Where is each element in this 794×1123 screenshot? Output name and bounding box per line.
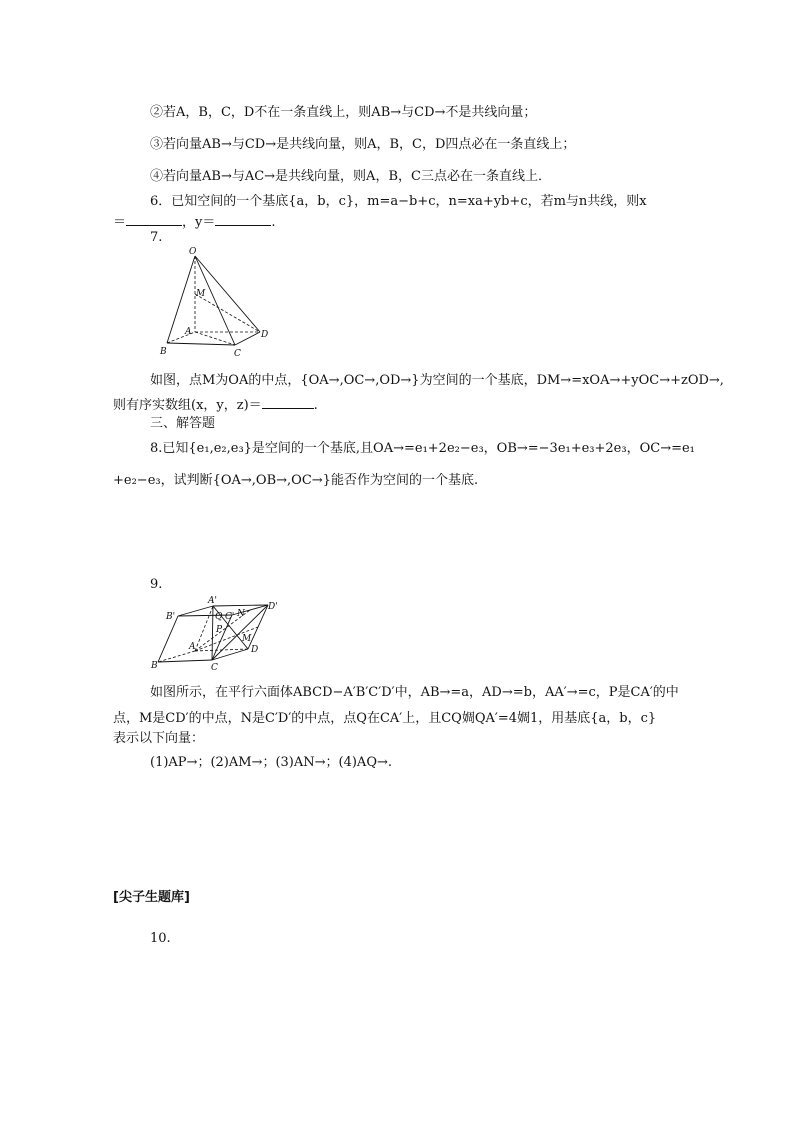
problem-9-line-1: 如图所示，在平行六面体ABCD−A′B′C′D′中，AB→=a，AD→=b，AA′→=c，P是CA′的中: [150, 685, 679, 700]
problem-8-line-2: +e₂−e₃，试判断{OA→,OB→,OC→}能否作为空间的一个基底.: [113, 473, 479, 488]
problem-7-number: 7.: [150, 230, 163, 245]
answer-blank-y[interactable]: [215, 213, 271, 226]
item-3: ③若向量AB→与CD→是共线向量，则A，B，C，D四点必在一条直线上；: [150, 137, 576, 152]
problem-7-text-2: 则有序实数组(x，y，z)＝ .: [113, 398, 318, 413]
figure-9-parallelepiped: [150, 594, 290, 674]
item-4: ④若向量AB→与AC→是共线向量，则A，B，C三点必在一条直线上．: [150, 169, 551, 184]
fig9-label-N: N: [237, 609, 245, 619]
fig9-label-C: C: [211, 663, 218, 673]
answer-blank-x[interactable]: [126, 213, 182, 226]
section-top-students: [尖子生题库]: [113, 890, 190, 905]
problem-6-line-1: 6．已知空间的一个基底{a，b，c}，m=a−b+c，n=xa+yb+c，若m与n共线，则x: [150, 194, 647, 209]
fig9-label-Q: Q: [215, 612, 223, 622]
fig9-label-P: P: [216, 625, 223, 635]
fig9-label-B: B: [151, 661, 158, 671]
item-2: ②若A，B，C，D不在一条直线上，则AB→与CD→不是共线向量；: [150, 105, 537, 120]
answer-blank-xyz[interactable]: [262, 396, 314, 409]
fig9-label-D1: D': [268, 602, 278, 612]
fig7-label-C: C: [234, 349, 241, 359]
fig7-label-D: D: [261, 330, 269, 340]
fig9-label-A: A: [189, 642, 196, 652]
problem-7-text-1: 如图，点M为OA的中点，{OA→,OC→,OD→}为空间的一个基底，DM→=xOA→+yOC→+zOD→,: [150, 373, 724, 388]
fig7-label-O: O: [189, 247, 197, 257]
figure-7-pyramid: [150, 246, 280, 361]
section-3-heading: 三、解答题: [150, 416, 216, 431]
problem-6-eq: ＝: [113, 215, 127, 230]
problem-10-number: 10.: [150, 931, 171, 946]
fig9-label-C1: C': [225, 612, 235, 622]
fig9-label-M: M: [242, 634, 252, 644]
fig9-label-B1: B': [166, 612, 176, 622]
fig9-label-A1: A': [208, 596, 217, 606]
fig7-label-B: B: [160, 347, 167, 357]
problem-6-line-2: ＝ ，y＝ .: [113, 215, 276, 230]
fig9-label-D: D: [251, 645, 259, 655]
problem-9-number: 9.: [150, 577, 163, 592]
fig7-label-M: M: [196, 289, 206, 299]
problem-8-line-1: 8.已知{e₁,e₂,e₃}是空间的一个基底,且OA→=e₁+2e₂−e₃，OB→=−3e₁+e₃+2e₃，OC→=e₁: [150, 441, 695, 456]
fig7-label-A: A: [185, 327, 192, 337]
problem-9-line-2: 点，M是CD′的中点，N是C′D′的中点，点Q在CA′上，且CQ婤QA′=4婤1，用基底{a，b，c}: [113, 711, 657, 726]
problem-9-line-4: (1)AP→；(2)AM→；(3)AN→；(4)AQ→.: [150, 755, 393, 770]
problem-9-line-3: 表示以下向量：: [113, 731, 205, 746]
problem-6-y: ，y＝: [182, 215, 216, 230]
